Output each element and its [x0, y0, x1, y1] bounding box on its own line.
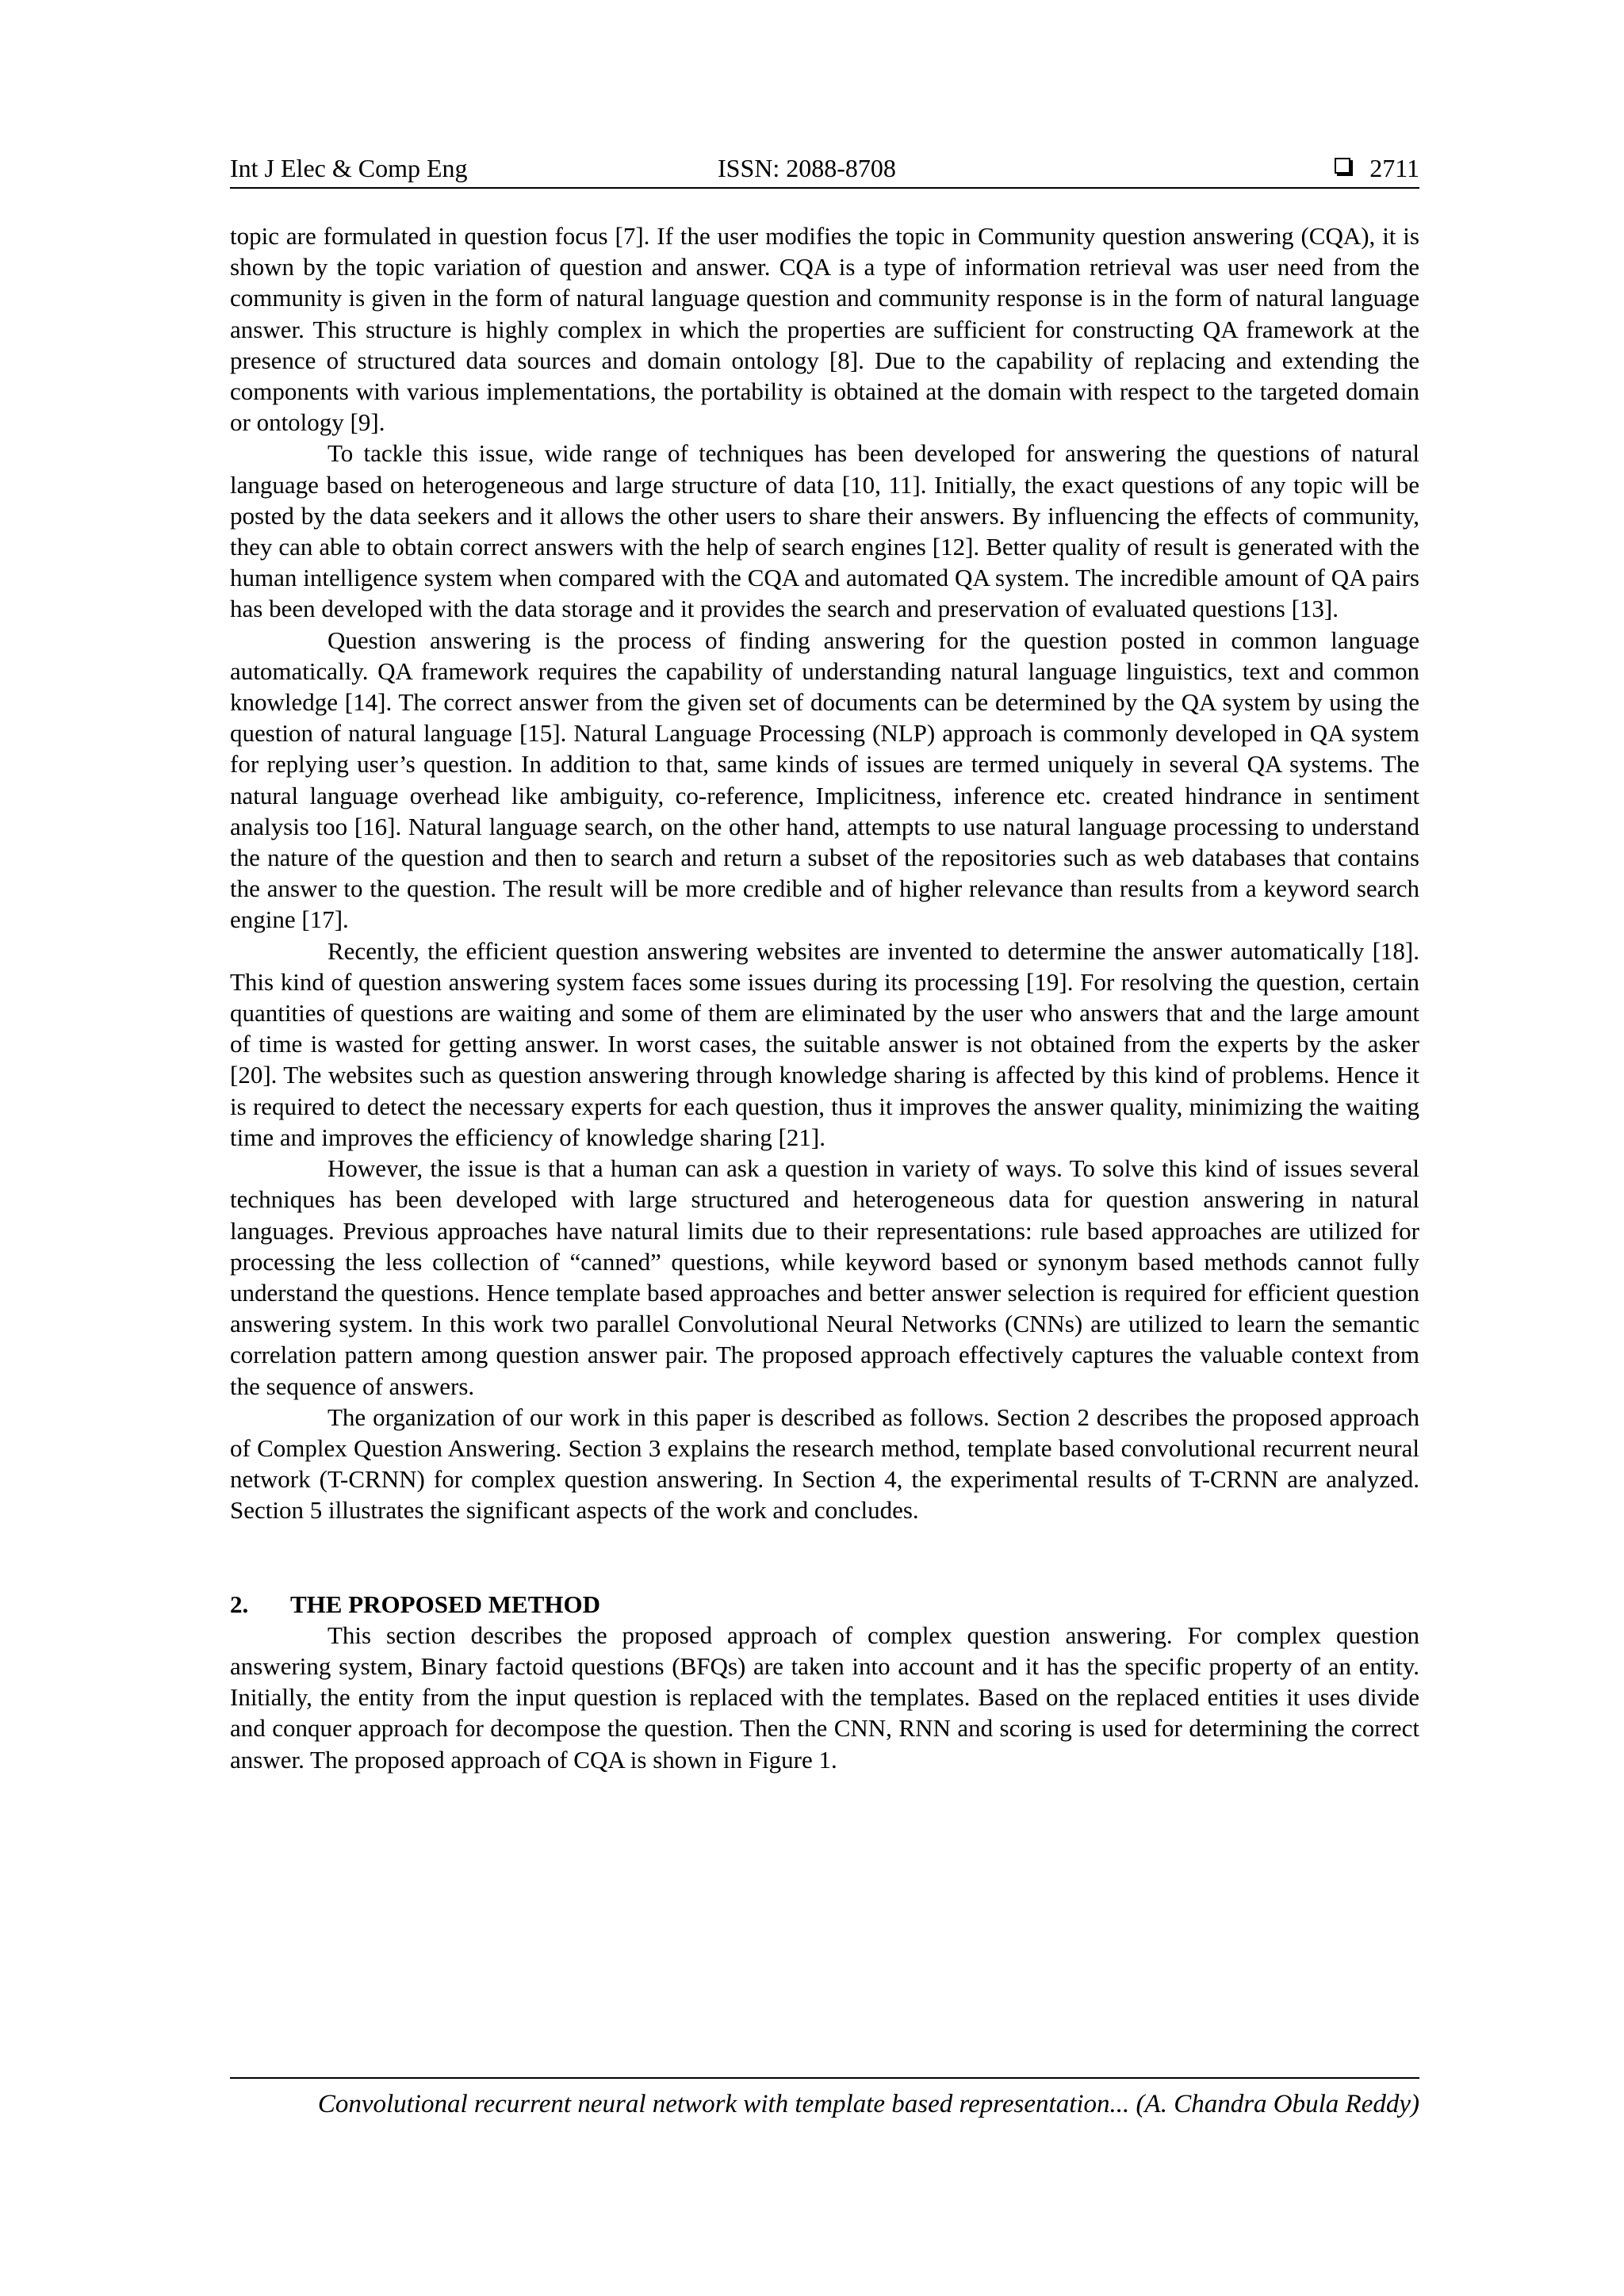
body-text: [230, 220, 1419, 1775]
page-number: 2711: [1369, 154, 1419, 182]
square-bullet-icon: [1335, 158, 1350, 174]
section-number: 2.: [230, 1590, 249, 1618]
section-title: THE PROPOSED METHOD: [290, 1590, 600, 1618]
paragraph-1: topic are formulated in question focus [7]. If the user modifies the topic in Community question answering (CQA), it is shown by the topic variation of question and answer. CQA is a type of information retrieval was user need from the community is given in the form of natural language question and community response is in the form of natural language answer. This structure is highly complex in which the properties are sufficient for constructing QA framework at the presence of structured data sources and domain ontology [8]. Due to the capability of replacing and extending the components with various implementations, the portability is obtained at the domain with respect to the targeted domain or ontology [9].: [230, 222, 1419, 437]
paragraph-3: Question answering is the process of finding answering for the question posted in common language automatically. QA framework requires the capability of understanding natural language linguistics, text and common knowledge [14]. The correct answer from the given set of documents can be determined by the QA system by using the question of natural language [15]. Natural Language Processing (NLP) approach is commonly developed in QA system for replying user’s question. In addition to that, same kinds of issues are termed uniquely in several QA systems. The natural language overhead like ambiguity, co-reference, Implicitness, inference etc. created hindrance in sentiment analysis too [16]. Natural language search, on the other hand, attempts to use natural language processing to understand the nature of the question and then to search and return a subset of the repositories such as web databases that contains the answer to the question. The result will be more credible and of higher relevance than results from a keyword search engine [17].: [230, 626, 1419, 934]
journal-name: Int J Elec & Comp Eng: [230, 154, 468, 182]
paper-page: [230, 151, 1419, 2180]
section-paragraph: This section describes the proposed approach of complex question answering. For complex question answering system, Binary factoid questions (BFQs) are taken into account and it has the specific property of an entity. Initially, the entity from the input question is replaced with the templates. Based on the replaced entities it uses divide and conquer approach for decompose the question. Then the CNN, RNN and scoring is used for determining the correct answer. The proposed approach of CQA is shown in Figure 1.: [230, 1621, 1419, 1774]
paragraph-5: However, the issue is that a human can ask a question in variety of ways. To solve this kind of issues several techniques has been developed with large structured and heterogeneous data for question answering in natural languages. Previous approaches have natural limits due to their representations: rule based approaches are utilized for processing the less collection of “canned” questions, while keyword based or synonym based methods cannot fully understand the questions. Hence template based approaches and better answer selection is required for efficient question answering system. In this work two parallel Convolutional Neural Networks (CNNs) are utilized to learn the semantic correlation pattern among question answer pair. The proposed approach effectively captures the valuable context from the sequence of answers.: [230, 1154, 1419, 1400]
running-footer: Convolutional recurrent neural network with template based representation... (A. Chandra Obula Reddy): [317, 2090, 1419, 2118]
paragraph-6: The organization of our work in this paper is described as follows. Section 2 describes the proposed approach of Complex Question Answering. Section 3 explains the research method, template based convolutional recurrent neural network (T-CRNN) for complex question answering. In Section 4, the experimental results of T-CRNN are analyzed. Section 5 illustrates the significant aspects of the work and concludes.: [230, 1402, 1419, 1525]
issn: ISSN: 2088-8708: [718, 154, 896, 182]
paragraph-2: To tackle this issue, wide range of techniques has been developed for answering the questions of natural language based on heterogeneous and large structure of data [10, 11]. Initially, the exact questions of any topic will be posted by the data seekers and it allows the other users to share their answers. By influencing the effects of community, they can able to obtain correct answers with the help of search engines [12]. Better quality of result is generated with the human intelligence system when compared with the CQA and automated QA system. The incredible amount of QA pairs has been developed with the data storage and it provides the search and preservation of evaluated questions [13].: [230, 439, 1419, 623]
paragraph-4: Recently, the efficient question answering websites are invented to determine the answer automatically [18]. This kind of question answering system faces some issues during its processing [19]. For resolving the question, certain quantities of questions are waiting and some of them are eliminated by the user who answers that and the large amount of time is wasted for getting answer. In worst cases, the suitable answer is not obtained from the experts by the asker [20]. The websites such as question answering through knowledge sharing is affected by this kind of problems. Hence it is required to detect the necessary experts for each question, thus it improves the answer quality, minimizing the waiting time and improves the efficiency of knowledge sharing [21].: [230, 936, 1419, 1151]
section-heading: [230, 1589, 1419, 1620]
running-header: [230, 151, 1419, 189]
footer-rule: [230, 2077, 1419, 2079]
